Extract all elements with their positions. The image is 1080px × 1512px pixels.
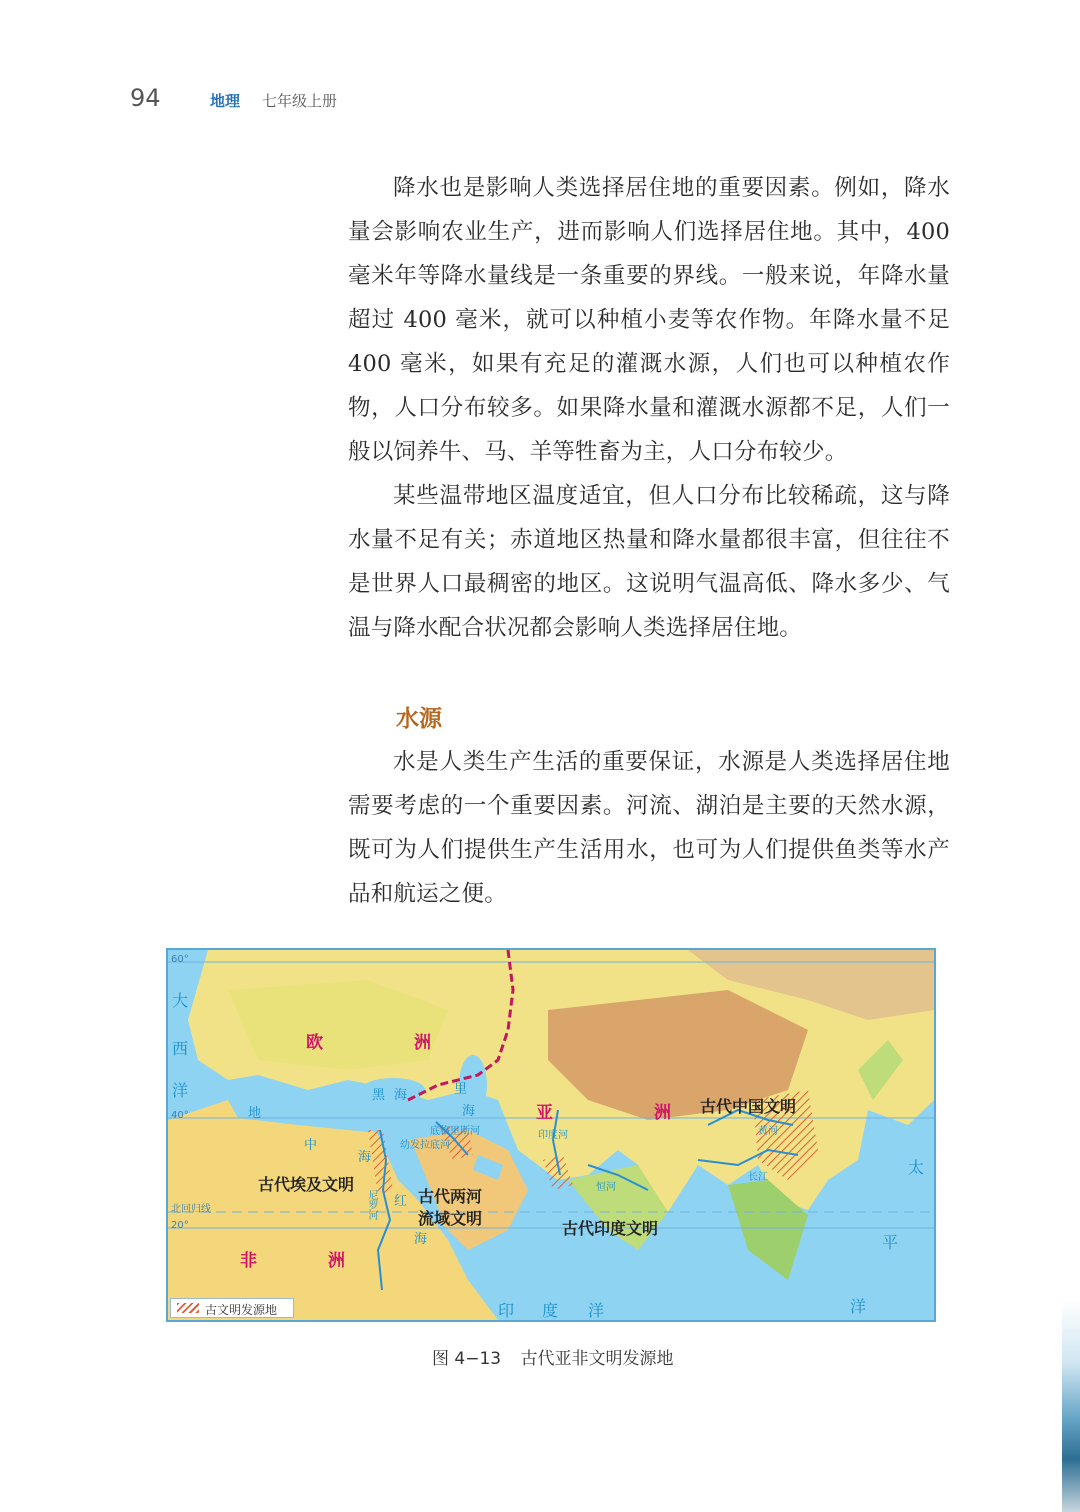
paragraph-2: 某些温带地区温度适宜，但人口分布比较稀疏，这与降水量不足有关；赤道地区热量和降水量都很丰富，但往往不是世界人口最稠密的地区。这说明气温高低、降水多少、气温与降水配合状况都会影响人类选择居住地。 bbox=[348, 483, 950, 641]
label-river-yangtze: 长江 bbox=[748, 1172, 768, 1183]
edge-photo-strip bbox=[1062, 1300, 1080, 1512]
label-lat-60: 60° bbox=[171, 954, 189, 965]
label-med-1: 地 bbox=[248, 1106, 262, 1121]
label-river-yellow: 黄河 bbox=[758, 1126, 778, 1137]
header-subject: 地理 bbox=[210, 92, 241, 110]
label-europe-2: 洲 bbox=[414, 1033, 431, 1053]
label-caspian-2: 海 bbox=[462, 1104, 476, 1119]
label-black-1: 黑 bbox=[372, 1088, 386, 1103]
label-river-ganges: 恒河 bbox=[596, 1182, 616, 1193]
label-indian-3: 洋 bbox=[588, 1301, 605, 1320]
label-europe-1: 欧 bbox=[306, 1033, 323, 1053]
black-sea bbox=[361, 1078, 425, 1102]
label-civ-meso-2: 流域文明 bbox=[418, 1209, 483, 1228]
label-black-2: 海 bbox=[394, 1088, 408, 1103]
label-civ-egypt: 古代埃及文明 bbox=[258, 1175, 355, 1194]
label-indian-2: 度 bbox=[542, 1301, 559, 1320]
label-indian-1: 印 bbox=[498, 1301, 515, 1320]
label-africa-2: 洲 bbox=[328, 1251, 345, 1271]
figure-title: 古代亚非文明发源地 bbox=[520, 1349, 674, 1369]
label-river-tigris: 底格里斯河 bbox=[430, 1126, 480, 1137]
label-pacific-2: 平 bbox=[882, 1233, 899, 1252]
label-river-euphrates: 幼发拉底河 bbox=[400, 1140, 450, 1151]
label-lat-40: 40° bbox=[171, 1110, 189, 1121]
paragraph-3: 水是人类生产生活的重要保证，水源是人类选择居住地需要考虑的一个重要因素。河流、湖泊是主要的天然水源，既可为人们提供生产生活用水，也可为人们提供鱼类等水产品和航运之便。 bbox=[348, 749, 950, 907]
label-tropic: 北回归线 bbox=[171, 1204, 211, 1215]
body-text-water bbox=[348, 740, 950, 916]
label-med-3: 海 bbox=[358, 1150, 372, 1165]
paragraph-1: 降水也是影响人类选择居住地的重要因素。例如，降水量会影响农业生产，进而影响人们选择居住地。其中，400 毫米年等降水量线是一条重要的界线。一般来说，年降水量超过 400 毫米，就可以种植小麦等农作物。年降水量不足 400 毫米，如果有充足的灌溉水源，人们也可以种植农作物，人口分布较多。如果降水量和灌溉水源都不足，人们一般以饲养牛、马、羊等牲畜为主，人口分布较少。 bbox=[348, 175, 950, 465]
label-red-1: 红 bbox=[394, 1194, 408, 1209]
label-asia-1: 亚 bbox=[536, 1103, 553, 1123]
hatch-swatch-icon bbox=[177, 1303, 199, 1313]
label-civ-meso-1: 古代两河 bbox=[418, 1187, 483, 1206]
label-atlantic-2: 西 bbox=[172, 1039, 189, 1058]
label-pacific-1: 太 bbox=[908, 1158, 925, 1177]
body-text-precipitation bbox=[348, 166, 950, 650]
label-med-2: 中 bbox=[304, 1138, 318, 1153]
map-legend bbox=[170, 1298, 294, 1318]
label-pacific-3: 洋 bbox=[850, 1297, 867, 1316]
page-number: 94 bbox=[130, 84, 161, 112]
label-red-2: 海 bbox=[414, 1232, 428, 1247]
header-book-title: 七年级上册 bbox=[262, 92, 338, 110]
label-caspian-1: 里 bbox=[454, 1082, 468, 1097]
label-asia-2: 洲 bbox=[654, 1103, 671, 1123]
section-heading: 水源 bbox=[396, 706, 442, 732]
map-ancient-civilizations bbox=[166, 948, 936, 1322]
label-lat-20: 20° bbox=[171, 1220, 189, 1231]
label-river-indus: 印度河 bbox=[538, 1130, 568, 1141]
label-atlantic-1: 大 bbox=[172, 991, 189, 1010]
label-africa-1: 非 bbox=[240, 1251, 257, 1271]
label-civ-china: 古代中国文明 bbox=[700, 1097, 797, 1116]
figure-caption bbox=[432, 1344, 674, 1369]
label-civ-india: 古代印度文明 bbox=[562, 1219, 659, 1238]
label-river-nile: 尼罗河 bbox=[366, 1190, 377, 1220]
figure-number: 图 4−13 bbox=[432, 1349, 502, 1369]
label-atlantic-3: 洋 bbox=[172, 1081, 189, 1100]
legend-label: 古文明发源地 bbox=[205, 1303, 278, 1317]
